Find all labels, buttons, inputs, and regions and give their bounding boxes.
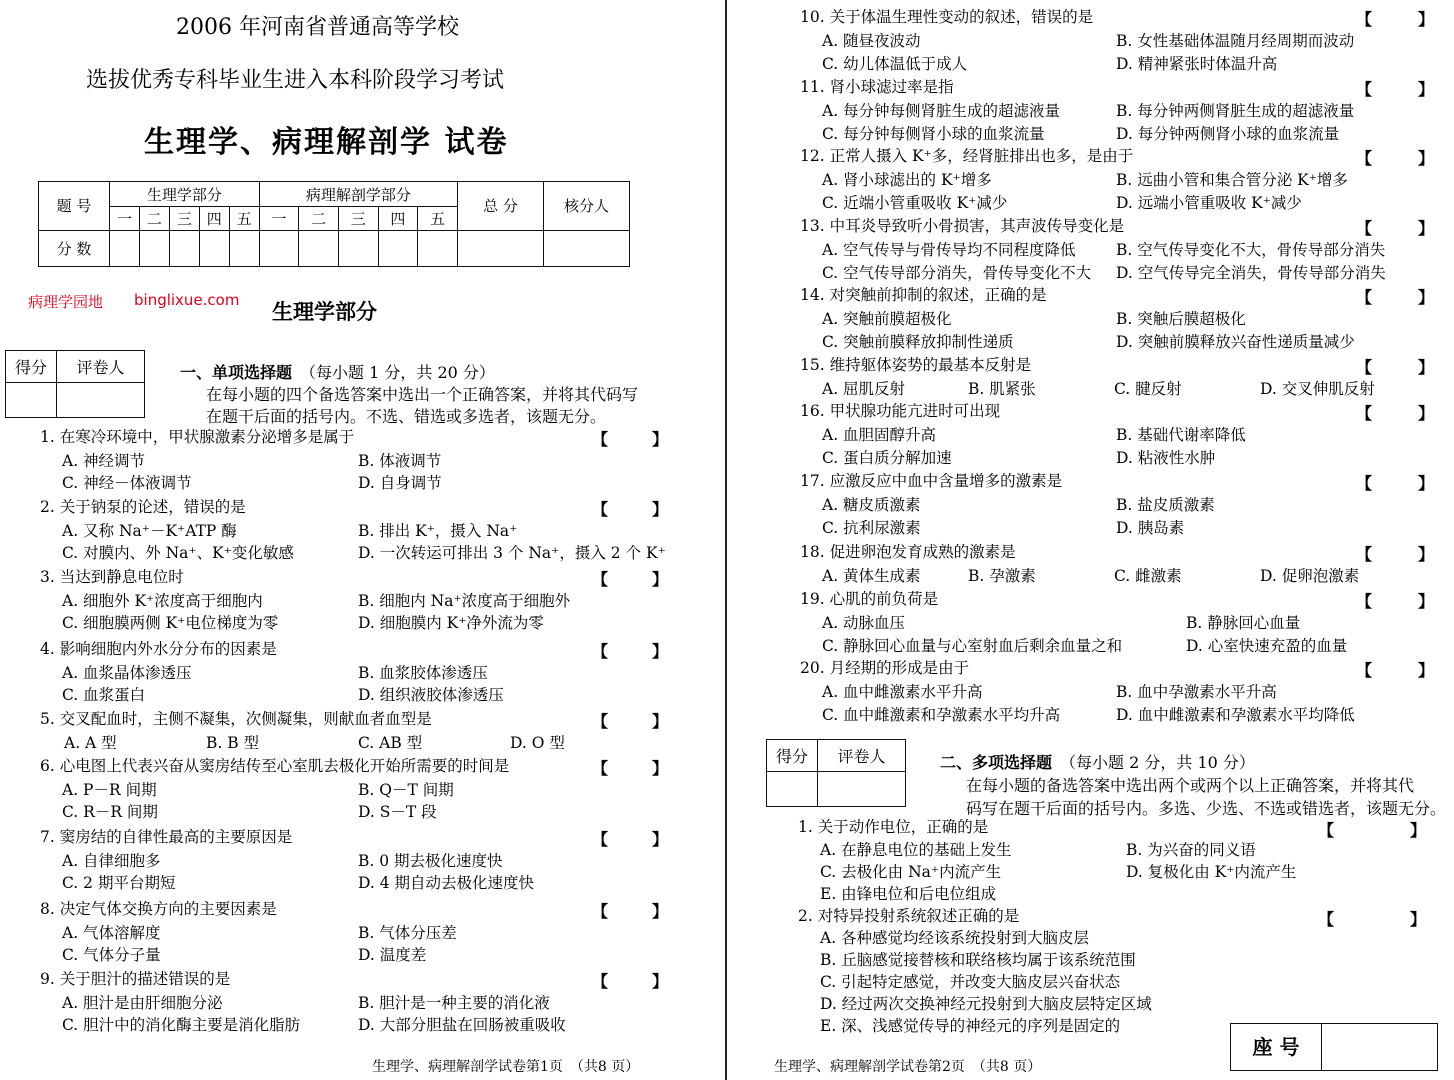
option-a: A. 随昼夜波动: [822, 32, 921, 50]
option-d: D. 一次转运可排出 3 个 Na⁺，摄入 2 个 K⁺: [358, 544, 666, 562]
option-d: D. O 型: [510, 734, 565, 752]
part2-instructions-line2: 码写在题干后面的括号内。多选、少选、不选或错选者，该题无分。: [966, 799, 1447, 818]
part2-points: （每小题 2 分，共 10 分）: [1060, 753, 1255, 772]
option-b: B. 盐皮质激素: [1116, 496, 1215, 514]
score-cell[interactable]: [259, 230, 299, 266]
answer-bracket-left[interactable]: 【: [1356, 358, 1373, 377]
group-physiology: 生理学部分: [110, 182, 260, 207]
question-stem: 15. 维持躯体姿势的最基本反射是: [800, 356, 1032, 374]
answer-bracket-right[interactable]: 】: [1418, 404, 1435, 423]
option-c: C. 每分钟每侧肾小球的血浆流量: [822, 125, 1045, 143]
col-num: 三: [338, 207, 378, 230]
option-a: A. 动脉血压: [822, 614, 906, 632]
option-a: A. 又称 Na⁺－K⁺ATP 酶: [62, 522, 237, 540]
option-d: D. 4 期自动去极化速度快: [358, 874, 535, 892]
answer-bracket-right[interactable]: 】: [1418, 661, 1435, 680]
seat-number-label: 座 号: [1231, 1024, 1322, 1070]
option-d: D. 每分钟两侧肾小球的血浆流量: [1116, 125, 1340, 143]
answer-bracket-right[interactable]: 】: [652, 830, 669, 849]
col-num: 五: [229, 207, 259, 230]
answer-bracket-left[interactable]: 【: [592, 972, 609, 991]
option-e: E. 由锋电位和后电位组成: [820, 885, 997, 903]
answer-bracket-left[interactable]: 【: [1356, 149, 1373, 168]
option-c: C. 血中雌激素和孕激素水平均升高: [822, 706, 1061, 724]
answer-bracket-right[interactable]: 】: [652, 972, 669, 991]
question-stem: 6. 心电图上代表兴奋从窦房结传至心室肌去极化开始所需要的时间是: [40, 757, 510, 775]
option-b: B. 每分钟两侧肾脏生成的超滤液量: [1116, 102, 1355, 120]
grade-grader-label: 评卷人: [818, 740, 906, 772]
option-d: D. 血中雌激素和孕激素水平均降低: [1116, 706, 1355, 724]
option-a: A. 肾小球滤出的 K⁺增多: [822, 171, 992, 189]
option-d: D. 细胞膜内 K⁺净外流为零: [358, 614, 544, 632]
option-b: B. 孕激素: [968, 567, 1036, 585]
score-cell[interactable]: [199, 230, 229, 266]
score-cell[interactable]: [299, 230, 339, 266]
grade-score-label: 得分: [767, 740, 818, 772]
question-stem: 8. 决定气体交换方向的主要因素是: [40, 900, 277, 918]
answer-bracket-right[interactable]: 】: [1410, 910, 1427, 929]
seat-number-cell[interactable]: [1323, 1024, 1437, 1070]
option-a: A. 气体溶解度: [62, 924, 161, 942]
checker-cell[interactable]: [544, 230, 630, 266]
option-b: B. 排出 K⁺，摄入 Na⁺: [358, 522, 518, 540]
option-d: D. 粘液性水肿: [1116, 449, 1216, 467]
col-num: 二: [299, 207, 339, 230]
grade-grader-cell[interactable]: [57, 383, 145, 418]
option-c: C. 对膜内、外 Na⁺、K⁺变化敏感: [62, 544, 294, 562]
page-divider: [725, 0, 727, 1080]
option-b: B. 远曲小管和集合管分泌 K⁺增多: [1116, 171, 1348, 189]
option-c: C. 雌激素: [1114, 567, 1182, 585]
question-stem: 20. 月经期的形成是由于: [800, 659, 970, 677]
answer-bracket-left[interactable]: 【: [592, 830, 609, 849]
question-stem: 18. 促进卵泡发育成熟的激素是: [800, 543, 1016, 561]
page-footer: 生理学、病理解剖学试卷第2页 （共8 页）: [774, 1059, 1042, 1075]
col-num: 一: [110, 207, 140, 230]
question-stem: 3. 当达到静息电位时: [40, 568, 184, 586]
option-d: D. 突触前膜释放兴奋性递质量减少: [1116, 333, 1355, 351]
col-num: 二: [139, 207, 169, 230]
option-a: A. A 型: [64, 734, 117, 752]
grade-score-label: 得分: [6, 351, 57, 383]
exam-page-1: [0, 0, 722, 1080]
option-b: B. 血中孕激素水平升高: [1116, 683, 1277, 701]
score-cell[interactable]: [139, 230, 169, 266]
option-d: D. 经过两次交换神经元投射到大脑皮层特定区域: [820, 995, 1152, 1013]
question-stem: 9. 关于胆汁的描述错误的是: [40, 970, 231, 988]
page-footer: 生理学、病理解剖学试卷第1页 （共8 页）: [372, 1059, 640, 1075]
answer-bracket-left[interactable]: 【: [592, 759, 609, 778]
option-b: B. 突触后膜超极化: [1116, 310, 1246, 328]
part2-header: [940, 750, 1255, 773]
grade-grader-cell[interactable]: [818, 772, 906, 807]
option-d: D. 空气传导完全消失，骨传导部分消失: [1116, 264, 1386, 282]
score-cell[interactable]: [110, 230, 140, 266]
option-d: D. 精神紧张时体温升高: [1116, 55, 1278, 73]
answer-bracket-left[interactable]: 【: [1318, 910, 1335, 929]
question-stem: 4. 影响细胞内外水分分布的因素是: [40, 640, 277, 658]
option-b: B. 静脉回心血量: [1186, 614, 1301, 632]
option-c: C. 神经－体液调节: [62, 474, 192, 492]
watermark-site-name: 病理学园地: [28, 293, 104, 311]
option-c: C. 血浆蛋白: [62, 686, 146, 704]
option-a: A. 血胆固醇升高: [822, 426, 937, 444]
option-a: A. 各种感觉均经该系统投射到大脑皮层: [820, 929, 1090, 947]
option-a: A. 血中雌激素水平升高: [822, 683, 983, 701]
answer-bracket-right[interactable]: 】: [1410, 821, 1427, 840]
part1-instructions-line2: 在题干后面的括号内。不选、错选或多选者，该题无分。: [206, 407, 607, 426]
answer-bracket-left[interactable]: 【: [1318, 821, 1335, 840]
option-c: C. 腱反射: [1114, 380, 1182, 398]
option-b: B. 丘脑感觉接替核和联络核均属于该系统范围: [820, 951, 1136, 969]
option-c: C. 静脉回心血量与心室射血后剩余血量之和: [822, 637, 1123, 655]
answer-bracket-right[interactable]: 】: [1418, 80, 1435, 99]
exam-page-2: [730, 0, 1454, 1080]
option-d: D. 大部分胆盐在回肠被重吸收: [358, 1016, 566, 1034]
answer-bracket-right[interactable]: 】: [652, 500, 669, 519]
score-cell[interactable]: [338, 230, 378, 266]
option-c: C. 抗利尿激素: [822, 519, 921, 537]
total-score-cell[interactable]: [458, 230, 544, 266]
score-cell[interactable]: [378, 230, 418, 266]
option-c: C. 蛋白质分解加速: [822, 449, 952, 467]
total-score-header: 总 分: [458, 182, 544, 231]
answer-bracket-left[interactable]: 【: [1356, 10, 1373, 29]
option-a: A. 突触前膜超极化: [822, 310, 952, 328]
question-stem: 14. 对突触前抑制的叙述，正确的是: [800, 286, 1047, 304]
row-label-score: 分 数: [39, 230, 110, 266]
answer-bracket-right[interactable]: 】: [1418, 474, 1435, 493]
question-stem: 19. 心肌的前负荷是: [800, 590, 939, 608]
option-d: D. 远端小管重吸收 K⁺减少: [1116, 194, 1302, 212]
option-d: D. 交叉伸肌反射: [1260, 380, 1375, 398]
option-b: B. 气体分压差: [358, 924, 457, 942]
option-b: B. 女性基础体温随月经周期而波动: [1116, 32, 1355, 50]
option-a: A. 细胞外 K⁺浓度高于细胞内: [62, 592, 263, 610]
answer-bracket-left[interactable]: 【: [1356, 661, 1373, 680]
question-stem: 16. 甲状腺功能亢进时可出现: [800, 402, 1001, 420]
answer-bracket-right[interactable]: 】: [1418, 10, 1435, 29]
answer-bracket-right[interactable]: 】: [652, 759, 669, 778]
section-heading-physiology: 生理学部分: [272, 299, 377, 324]
option-b: B. 基础代谢率降低: [1116, 426, 1246, 444]
option-a: A. P－R 间期: [62, 781, 157, 799]
option-d: D. 温度差: [358, 946, 427, 964]
answer-bracket-right[interactable]: 】: [652, 430, 669, 449]
col-num: 五: [418, 207, 458, 230]
question-stem: 12. 正常人摄入 K⁺多，经肾脏排出也多，是由于: [800, 147, 1134, 165]
option-b: B. 胆汁是一种主要的消化液: [358, 994, 550, 1012]
part1-points: （每小题 1 分，共 20 分）: [300, 363, 495, 382]
answer-bracket-left[interactable]: 【: [592, 902, 609, 921]
answer-bracket-left[interactable]: 【: [592, 430, 609, 449]
question-stem: 5. 交叉配血时，主侧不凝集，次侧凝集，则献血者血型是: [40, 710, 432, 728]
option-b: B. 0 期去极化速度快: [358, 852, 503, 870]
option-c: C. 细胞膜两侧 K⁺电位梯度为零: [62, 614, 279, 632]
answer-bracket-left[interactable]: 【: [1356, 288, 1373, 307]
option-a: A. 空气传导与骨传导均不同程度降低: [822, 241, 1076, 259]
col-num: 四: [378, 207, 418, 230]
answer-bracket-left[interactable]: 【: [592, 500, 609, 519]
option-c: C. 近端小管重吸收 K⁺减少: [822, 194, 1008, 212]
option-d: D. 复极化由 K⁺内流产生: [1126, 863, 1297, 881]
answer-bracket-left[interactable]: 【: [592, 712, 609, 731]
group-pathology: 病理解剖学部分: [259, 182, 457, 207]
option-c: C. 去极化由 Na⁺内流产生: [820, 863, 1002, 881]
option-a: A. 神经调节: [62, 452, 146, 470]
option-b: B. B 型: [206, 734, 260, 752]
row-label-question-no: 题 号: [39, 182, 110, 231]
question-stem: 2. 对特异投射系统叙述正确的是: [798, 907, 1020, 925]
question-stem: 11. 肾小球滤过率是指: [800, 78, 954, 96]
option-b: B. 细胞内 Na⁺浓度高于细胞外: [358, 592, 571, 610]
option-c: C. 幼儿体温低于成人: [822, 55, 968, 73]
exam-title-name: 选拔优秀专科毕业生进入本科阶段学习考试: [86, 68, 505, 93]
answer-bracket-right[interactable]: 】: [652, 712, 669, 731]
option-d: D. 促卵泡激素: [1260, 567, 1360, 585]
answer-bracket-right[interactable]: 】: [652, 902, 669, 921]
grade-grader-label: 评卷人: [57, 351, 145, 383]
score-cell[interactable]: [418, 230, 458, 266]
question-stem: 7. 窦房结的自律性最高的主要原因是: [40, 828, 293, 846]
option-c: C. 2 期平台期短: [62, 874, 176, 892]
grade-box: [5, 350, 145, 418]
grade-score-cell[interactable]: [767, 772, 818, 807]
option-a: A. 黄体生成素: [822, 567, 921, 585]
answer-bracket-right[interactable]: 】: [652, 570, 669, 589]
watermark-site-url: binglixue.com: [134, 291, 240, 309]
col-num: 四: [199, 207, 229, 230]
option-c: C. 气体分子量: [62, 946, 161, 964]
checker-header: 核分人: [544, 182, 630, 231]
answer-bracket-left[interactable]: 【: [1356, 219, 1373, 238]
option-c: C. 突触前膜释放抑制性递质: [822, 333, 1014, 351]
option-b: B. 肌紧张: [968, 380, 1036, 398]
option-a: A. 自律细胞多: [62, 852, 161, 870]
option-a: A. 每分钟每侧肾脏生成的超滤液量: [822, 102, 1061, 120]
grade-box: [766, 739, 906, 807]
answer-bracket-left[interactable]: 【: [1356, 80, 1373, 99]
question-stem: 10. 关于体温生理性变动的叙述，错误的是: [800, 8, 1094, 26]
answer-bracket-left[interactable]: 【: [592, 570, 609, 589]
answer-bracket-left[interactable]: 【: [1356, 592, 1373, 611]
question-stem: 17. 应激反应中血中含量增多的激素是: [800, 472, 1063, 490]
question-stem: 1. 关于动作电位，正确的是: [798, 818, 989, 836]
answer-bracket-right[interactable]: 】: [1418, 545, 1435, 564]
part2-title: 二、多项选择题: [940, 753, 1053, 772]
option-c: C. 胆汁中的消化酶主要是消化脂肪: [62, 1016, 301, 1034]
answer-bracket-left[interactable]: 【: [1356, 545, 1373, 564]
option-d: D. 胰岛素: [1116, 519, 1185, 537]
score-summary-table: [38, 181, 630, 267]
option-a: A. 屈肌反射: [822, 380, 906, 398]
seat-number-box: [1230, 1023, 1438, 1071]
score-cell[interactable]: [169, 230, 199, 266]
exam-title-year: 2006 年河南省普通高等学校: [176, 15, 459, 40]
grade-score-cell[interactable]: [6, 383, 57, 418]
answer-bracket-right[interactable]: 】: [1418, 219, 1435, 238]
question-stem: 13. 中耳炎导致听小骨损害，其声波传导变化是: [800, 217, 1125, 235]
option-b: B. 血浆胶体渗透压: [358, 664, 488, 682]
option-d: D. S－T 段: [358, 803, 437, 821]
option-a: A. 在静息电位的基础上发生: [820, 841, 1012, 859]
part1-title: 一、单项选择题: [180, 363, 293, 382]
part1-header: [180, 360, 495, 383]
option-a: A. 血浆晶体渗透压: [62, 664, 192, 682]
exam-subject-title: 生理学、病理解剖学 试卷: [144, 125, 509, 160]
option-d: D. 自身调节: [358, 474, 442, 492]
option-c: C. 引起特定感觉，并改变大脑皮层兴奋状态: [820, 973, 1121, 991]
option-b: B. 为兴奋的同义语: [1126, 841, 1256, 859]
option-c: C. 空气传导部分消失，骨传导变化不大: [822, 264, 1092, 282]
option-c: C. R－R 间期: [62, 803, 158, 821]
col-num: 三: [169, 207, 199, 230]
answer-bracket-left[interactable]: 【: [1356, 404, 1373, 423]
question-stem: 1. 在寒冷环境中，甲状腺激素分泌增多是属于: [40, 428, 355, 446]
question-stem: 2. 关于钠泵的论述，错误的是: [40, 498, 246, 516]
option-d: D. 心室快速充盈的血量: [1186, 637, 1348, 655]
option-e: E. 深、浅感觉传导的神经元的序列是固定的: [820, 1017, 1121, 1035]
score-cell[interactable]: [229, 230, 259, 266]
option-c: C. AB 型: [358, 734, 423, 752]
answer-bracket-right[interactable]: 】: [1418, 149, 1435, 168]
col-num: 一: [259, 207, 299, 230]
answer-bracket-left[interactable]: 【: [592, 642, 609, 661]
answer-bracket-right[interactable]: 】: [1418, 592, 1435, 611]
option-a: A. 胆汁是由肝细胞分泌: [62, 994, 223, 1012]
answer-bracket-left[interactable]: 【: [1356, 474, 1373, 493]
answer-bracket-right[interactable]: 】: [1418, 358, 1435, 377]
part1-instructions-line1: 在每小题的四个备选答案中选出一个正确答案，并将其代码写: [206, 385, 639, 404]
answer-bracket-right[interactable]: 】: [652, 642, 669, 661]
option-a: A. 糖皮质激素: [822, 496, 921, 514]
option-b: B. 体液调节: [358, 452, 442, 470]
option-d: D. 组织液胶体渗透压: [358, 686, 504, 704]
answer-bracket-right[interactable]: 】: [1418, 288, 1435, 307]
option-b: B. Q－T 间期: [358, 781, 454, 799]
option-b: B. 空气传导变化不大，骨传导部分消失: [1116, 241, 1386, 259]
part2-instructions-line1: 在每小题的备选答案中选出两个或两个以上正确答案，并将其代: [966, 776, 1415, 795]
